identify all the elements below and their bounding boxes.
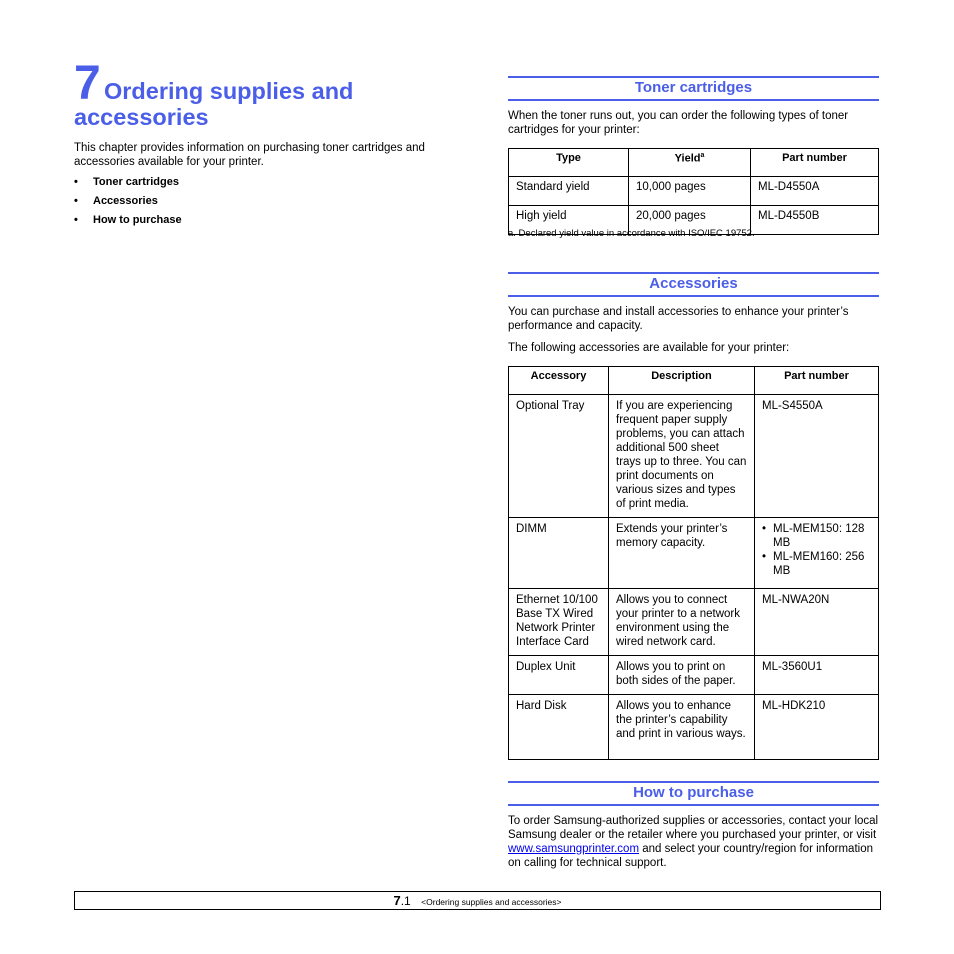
cell-type: High yield xyxy=(509,206,629,235)
chapter-topic-list xyxy=(74,173,182,230)
cell-description: If you are experiencing frequent paper supply problems, you can attach additional 500 sheet trays up to three. You can print documents on various sizes and types of print media. xyxy=(609,395,755,518)
cell-description: Extends your printer’s memory capacity. xyxy=(609,518,755,589)
cell-accessory: Duplex Unit xyxy=(509,656,609,695)
chapter-number: 7 xyxy=(74,57,101,110)
table-row xyxy=(509,395,879,518)
col-type: Type xyxy=(509,149,629,177)
col-part-number: Part number xyxy=(755,367,879,395)
table-header-row xyxy=(509,149,879,177)
page-number xyxy=(393,893,410,908)
cell-description: Allows you to connect your printer to a network environment using the wired network card. xyxy=(609,589,755,656)
cell-part-number: ML-NWA20N xyxy=(755,589,879,656)
cell-part-number: ML-D4550A xyxy=(751,177,879,206)
topic-accessories[interactable]: • Accessories xyxy=(74,192,182,211)
cell-yield: 20,000 pages xyxy=(629,206,751,235)
col-yield xyxy=(629,149,751,177)
table-row xyxy=(509,695,879,760)
page-footer xyxy=(74,891,881,910)
footer-section-label: <Ordering supplies and accessories> xyxy=(421,897,562,907)
accessories-table xyxy=(508,366,879,760)
toner-table xyxy=(508,148,879,235)
purchase-heading: How to purchase xyxy=(508,781,879,806)
table-header-row xyxy=(509,367,879,395)
table-row xyxy=(509,177,879,206)
cell-description: Allows you to print on both sides of the paper. xyxy=(609,656,755,695)
purchase-text xyxy=(508,814,879,870)
col-yield-label: Yield xyxy=(674,152,701,165)
cell-accessory: Optional Tray xyxy=(509,395,609,518)
cell-type: Standard yield xyxy=(509,177,629,206)
topic-how-to-purchase[interactable]: • How to purchase xyxy=(74,211,182,230)
cell-description: Allows you to enhance the printer’s capability and print in various ways. xyxy=(609,695,755,760)
cell-accessory: Hard Disk xyxy=(509,695,609,760)
col-description: Description xyxy=(609,367,755,395)
samsung-website-link[interactable]: www.samsungprinter.com xyxy=(508,843,640,855)
col-part-number: Part number xyxy=(751,149,879,177)
table-row xyxy=(509,518,879,589)
page-number-major: 7 xyxy=(393,893,401,908)
cell-part-numbers xyxy=(755,518,879,589)
cell-part-number: ML-D4550B xyxy=(751,206,879,235)
chapter-title: Ordering supplies and accessories xyxy=(74,78,354,130)
table-row xyxy=(509,656,879,695)
cell-accessory: DIMM xyxy=(509,518,609,589)
list-item: • ML-MEM150: 128 MB xyxy=(762,522,871,550)
cell-part-number: ML-3560U1 xyxy=(755,656,879,695)
purchase-text-before: To order Samsung-authorized supplies or accessories, contact your local Samsung dealer or the retailer where you purchased your printer, or visit xyxy=(508,815,879,841)
purchase-text-after: and select your country/region for information on calling for technical support. xyxy=(508,843,873,869)
col-accessory: Accessory xyxy=(509,367,609,395)
topic-toner-cartridges[interactable]: • Toner cartridges xyxy=(74,173,182,192)
yield-footnote-mark: a xyxy=(700,152,705,159)
toner-intro: When the toner runs out, you can order the following types of toner cartridges for your printer: xyxy=(508,110,849,136)
chapter-intro: This chapter provides information on purchasing toner cartridges and accessories available for your printer. xyxy=(74,142,425,168)
cell-yield: 10,000 pages xyxy=(629,177,751,206)
cell-accessory: Ethernet 10/100 Base TX Wired Network Printer Interface Card xyxy=(509,589,609,656)
toner-heading: Toner cartridges xyxy=(508,76,879,101)
accessories-intro-2: The following accessories are available for your printer: xyxy=(508,342,790,354)
accessories-intro: You can purchase and install accessories to enhance your printer’s performance and capacity. xyxy=(508,306,849,332)
accessories-heading: Accessories xyxy=(508,272,879,297)
part-number-list xyxy=(762,522,871,578)
page-number-minor: .1 xyxy=(400,894,411,908)
list-item: • ML-MEM160: 256 MB xyxy=(762,550,871,578)
table-row xyxy=(509,589,879,656)
cell-part-number: ML-S4550A xyxy=(755,395,879,518)
cell-part-number: ML-HDK210 xyxy=(755,695,879,760)
toner-footnote: a. Declared yield value in accordance with ISO/IEC 19752. xyxy=(508,228,755,239)
